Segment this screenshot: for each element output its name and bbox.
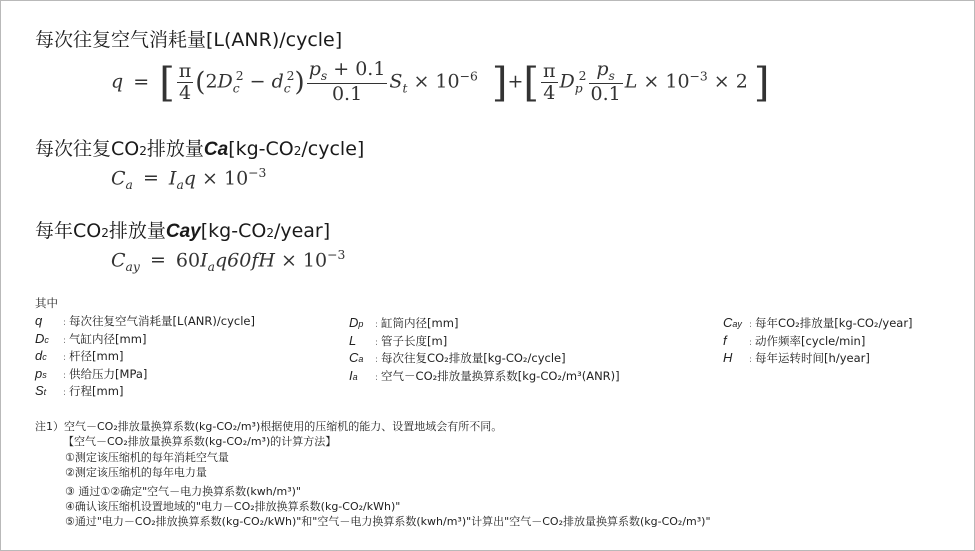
legend-description: : 动作频率[cycle/min] xyxy=(749,333,866,348)
legend-description: : 管子长度[m] xyxy=(375,333,448,348)
legend-description: : 缸筒内径[mm] xyxy=(375,316,459,330)
paren-close: ) xyxy=(294,67,305,98)
method-step-5: ⑤通过"电力－CO₂排放换算系数(kg-CO₂/kWh)"和"空气－电力换算系数(kwh/m³)"计算出"空气－CO₂排放量换算系数(kg-CO₂/m³)" xyxy=(65,515,711,528)
legend-symbol: Dc xyxy=(35,330,49,346)
method-step-2: ②测定该压缩机的每年电力量 xyxy=(65,466,207,479)
legend-symbol: St xyxy=(35,383,47,398)
legend-symbol: L xyxy=(349,332,357,348)
legend-symbol: q xyxy=(35,313,43,328)
section-title-co2-per-cycle: 每次往复CO2排放量Ca[kg-CO2/cycle] xyxy=(35,138,365,160)
bracket-open: [ xyxy=(159,59,175,106)
formula-co2-per-cycle: $C_a = I_aq \times 10^{-3}$ xyxy=(111,166,267,193)
legend-description: : 供给压力[MPa] xyxy=(63,366,148,381)
formula-co2-per-year: $C_{ay} = 60I_aq60fH \times 10^{-3}$ xyxy=(111,248,346,275)
fraction-ps-over-01: $\frac{p_s}{0.1}$ xyxy=(590,58,621,106)
section-title-co2-per-year: 每年CO2排放量Cay[kg-CO2/year] xyxy=(35,220,331,242)
section-title-air-consumption: 每次往复空气消耗量[L(ANR)/cycle] xyxy=(35,29,343,51)
equals-sign: = xyxy=(133,70,150,93)
legend-description: : 每年CO₂排放量[kg-CO₂/year] xyxy=(749,316,913,330)
legend-symbol: Cay xyxy=(723,315,742,330)
legend-symbol: Ia xyxy=(349,367,358,383)
paren-open: ( xyxy=(195,67,206,98)
fraction-pi-over-4-2: $\frac{\pi}{4}$ xyxy=(543,59,556,104)
bracket-close-2: ] xyxy=(753,59,770,106)
method-step-4: ④确认该压缩机设置地域的"电力－CO₂排放换算系数(kg-CO₂/kWh)" xyxy=(65,500,401,513)
legend-description: : 每次往复空气消耗量[L(ANR)/cycle] xyxy=(63,314,255,328)
legend-heading: 其中 xyxy=(35,296,58,310)
legend-symbol: dc xyxy=(35,348,47,363)
method-step-3: ③ 通过①②确定"空气－电力换算系数(kwh/m³)" xyxy=(65,485,301,498)
legend-description: : 行程[mm] xyxy=(63,384,124,398)
legend-description: : 杆径[mm] xyxy=(63,349,124,363)
fraction-pi-over-4: $\frac{\pi}{4}$ xyxy=(178,59,192,104)
legend-col-2 xyxy=(349,315,709,390)
note-1: 注1）空气－CO₂排放量换算系数(kg-CO₂/m³)根据使用的压缩机的能力、设置地域会有所不同。 xyxy=(35,420,503,433)
legend-description: : 气缸内径[mm] xyxy=(63,331,147,346)
legend-col-1 xyxy=(35,313,335,403)
legend-symbol: Dp xyxy=(349,315,364,330)
method-title: 【空气－CO₂排放量换算系数(kg-CO₂/m³)的计算方法】 xyxy=(63,435,337,448)
legend-symbol: ps xyxy=(35,365,47,381)
legend-symbol: f xyxy=(723,332,727,348)
legend-col-3 xyxy=(723,315,963,375)
fraction-ps-plus-01: $\frac{p_s + 0.1}{0.1}$ xyxy=(308,58,386,106)
legend-description: : 每年运转时间[h/year] xyxy=(749,351,870,365)
legend-description: : 空气－CO₂排放量换算系数[kg-CO₂/m³(ANR)] xyxy=(375,368,620,383)
bracket-close: ] xyxy=(491,59,508,106)
method-step-1: ①测定该压缩机的每年消耗空气量 xyxy=(65,451,229,464)
formula-air-consumption: q = [ $\frac{\pi}{4}$ $(2D_c^2 - d_c^2)$ $\frac{p_s + 0.1}{0.1}$ $S_t \times 10^{-6}$ ]+[ $\frac{\pi}{4}$ $D_p^2$ $\frac{p_s}{0.1}$ $L \times 10^{-3} \times 2$ ] xyxy=(111,58,770,106)
var-q: q xyxy=(111,70,124,93)
legend-symbol: H xyxy=(723,350,733,365)
legend-symbol: Ca xyxy=(349,350,364,365)
legend-description: : 每次往复CO₂排放量[kg-CO₂/cycle] xyxy=(375,351,566,365)
bracket-open-2: [ xyxy=(523,59,539,106)
